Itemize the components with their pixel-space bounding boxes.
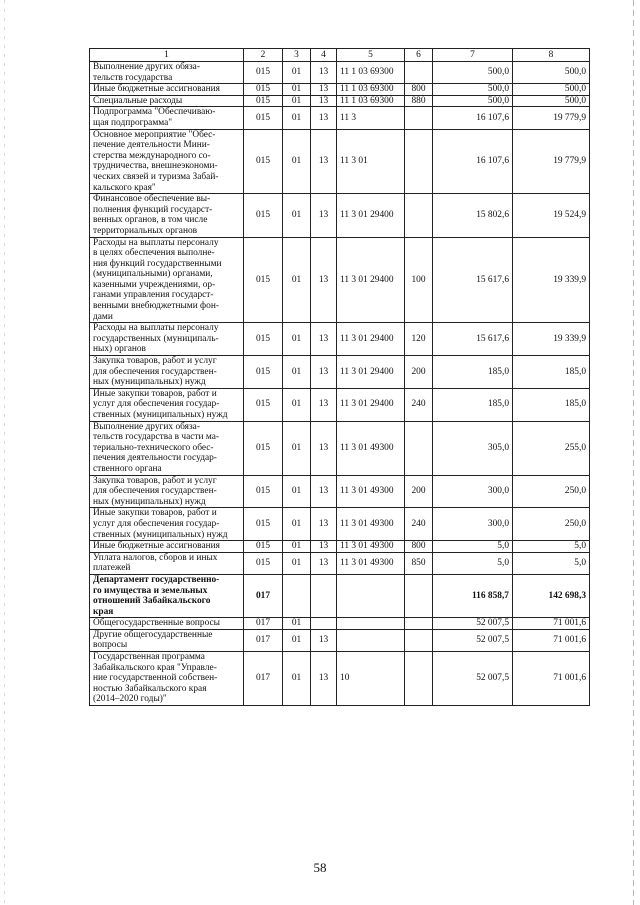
expense-type-cell: 240 <box>405 388 433 421</box>
target-article-cell: 11 3 01 29400 <box>337 237 405 323</box>
target-article-cell: 11 3 01 49300 <box>337 541 405 553</box>
expense-type-cell: 240 <box>405 508 433 541</box>
item-name-cell: Иные закупки товаров, работ и услуг для обеспечения государ- ственных (муниципальных) нужд <box>90 508 244 541</box>
table-row <box>90 652 590 706</box>
amount-col8-cell: 19 524,9 <box>513 194 590 237</box>
subsection-cell: 13 <box>311 95 337 107</box>
table-row <box>90 618 590 630</box>
page-number: 58 <box>313 860 327 875</box>
item-name-cell: Выполнение других обяза- тельств государства в части ма- териально-технического обес- печения деятельности государ- ственного органа <box>90 421 244 475</box>
table-row <box>90 237 590 323</box>
amount-col8-cell: 255,0 <box>513 421 590 475</box>
header-cell: 8 <box>513 49 590 62</box>
item-name-cell: Специальные расходы <box>90 95 244 107</box>
subsection-cell: 13 <box>311 237 337 323</box>
subsection-cell: 13 <box>311 323 337 356</box>
expense-type-cell: 120 <box>405 323 433 356</box>
amount-col8-cell: 250,0 <box>513 475 590 508</box>
table-row <box>90 107 590 129</box>
subsection-cell: 13 <box>311 508 337 541</box>
section-cell: 01 <box>283 541 311 553</box>
table-row <box>90 356 590 389</box>
section-cell: 01 <box>283 84 311 96</box>
section-cell: 01 <box>283 323 311 356</box>
amount-col7-cell: 300,0 <box>433 508 513 541</box>
section-cell: 01 <box>283 356 311 389</box>
admin-code-cell: 017 <box>244 574 283 617</box>
table-row <box>90 508 590 541</box>
expense-type-cell <box>405 107 433 129</box>
section-cell: 01 <box>283 508 311 541</box>
amount-col8-cell: 71 001,6 <box>513 629 590 651</box>
scan-edge-right <box>633 0 634 905</box>
amount-col7-cell: 500,0 <box>433 95 513 107</box>
section-cell: 01 <box>283 475 311 508</box>
subsection-cell: 13 <box>311 652 337 706</box>
amount-col8-cell: 5,0 <box>513 541 590 553</box>
target-article-cell: 11 1 03 69300 <box>337 84 405 96</box>
item-name-cell: Выполнение других обяза- тельств государства <box>90 62 244 84</box>
header-cell: 2 <box>244 49 283 62</box>
amount-col8-cell: 500,0 <box>513 84 590 96</box>
target-article-cell: 11 3 01 49300 <box>337 421 405 475</box>
section-cell: 01 <box>283 95 311 107</box>
amount-col7-cell: 185,0 <box>433 356 513 389</box>
amount-col7-cell: 5,0 <box>433 541 513 553</box>
target-article-cell: 10 <box>337 652 405 706</box>
header-row <box>90 49 590 62</box>
section-cell: 01 <box>283 652 311 706</box>
target-article-cell: 11 1 03 69300 <box>337 62 405 84</box>
item-name-cell: Иные бюджетные ассигнования <box>90 541 244 553</box>
amount-col8-cell: 5,0 <box>513 552 590 574</box>
target-article-cell <box>337 574 405 617</box>
target-article-cell <box>337 618 405 630</box>
section-cell: 01 <box>283 62 311 84</box>
item-name-cell: Государственная программа Забайкальского края "Управле- ние государственной собствен- ностью Забайкальского края (2014–2020 годы)" <box>90 652 244 706</box>
item-name-cell: Закупка товаров, работ и услуг для обеспечения государствен- ных (муниципальных) нужд <box>90 475 244 508</box>
amount-col7-cell: 15 617,6 <box>433 237 513 323</box>
subsection-cell: 13 <box>311 541 337 553</box>
admin-code-cell: 015 <box>244 541 283 553</box>
admin-code-cell: 015 <box>244 62 283 84</box>
table-row <box>90 541 590 553</box>
expense-type-cell: 200 <box>405 356 433 389</box>
item-name-cell: Иные закупки товаров, работ и услуг для обеспечения государ- ственных (муниципальных) нужд <box>90 388 244 421</box>
item-name-cell: Закупка товаров, работ и услуг для обеспечения государствен- ных (муниципальных) нужд <box>90 356 244 389</box>
target-article-cell: 11 3 01 29400 <box>337 356 405 389</box>
target-article-cell: 11 3 01 49300 <box>337 552 405 574</box>
header-cell: 5 <box>337 49 405 62</box>
table-row <box>90 574 590 617</box>
section-cell <box>283 574 311 617</box>
amount-col8-cell: 71 001,6 <box>513 652 590 706</box>
amount-col8-cell: 250,0 <box>513 508 590 541</box>
item-name-cell: Основное мероприятие "Обес- печение деятельности Мини- стерства международного со- трудничества, внешнеэкономи- ческих связей и туризма Забай- кальского края" <box>90 129 244 194</box>
admin-code-cell: 015 <box>244 129 283 194</box>
section-cell: 01 <box>283 388 311 421</box>
amount-col8-cell: 71 001,6 <box>513 618 590 630</box>
item-name-cell: Департамент государственно- го имущества и земельных отношений Забайкальского края <box>90 574 244 617</box>
amount-col8-cell: 185,0 <box>513 388 590 421</box>
expense-type-cell <box>405 652 433 706</box>
section-cell: 01 <box>283 421 311 475</box>
admin-code-cell: 015 <box>244 552 283 574</box>
amount-col8-cell: 19 339,9 <box>513 323 590 356</box>
amount-col7-cell: 500,0 <box>433 84 513 96</box>
section-cell: 01 <box>283 107 311 129</box>
amount-col7-cell: 5,0 <box>433 552 513 574</box>
expense-type-cell <box>405 129 433 194</box>
admin-code-cell: 015 <box>244 95 283 107</box>
admin-code-cell: 015 <box>244 508 283 541</box>
subsection-cell <box>311 618 337 630</box>
amount-col8-cell: 500,0 <box>513 95 590 107</box>
expense-type-cell <box>405 629 433 651</box>
table-row <box>90 84 590 96</box>
target-article-cell: 11 3 01 29400 <box>337 388 405 421</box>
subsection-cell: 13 <box>311 629 337 651</box>
target-article-cell: 11 3 01 49300 <box>337 508 405 541</box>
admin-code-cell: 015 <box>244 84 283 96</box>
table-body <box>90 62 590 706</box>
target-article-cell <box>337 629 405 651</box>
amount-col7-cell: 305,0 <box>433 421 513 475</box>
expense-type-cell: 800 <box>405 541 433 553</box>
admin-code-cell: 015 <box>244 323 283 356</box>
item-name-cell: Иные бюджетные ассигнования <box>90 84 244 96</box>
subsection-cell <box>311 574 337 617</box>
section-cell: 01 <box>283 618 311 630</box>
target-article-cell: 11 1 03 69300 <box>337 95 405 107</box>
amount-col7-cell: 185,0 <box>433 388 513 421</box>
expense-type-cell: 100 <box>405 237 433 323</box>
admin-code-cell: 017 <box>244 618 283 630</box>
section-cell: 01 <box>283 552 311 574</box>
amount-col7-cell: 116 858,7 <box>433 574 513 617</box>
table-row <box>90 552 590 574</box>
subsection-cell: 13 <box>311 388 337 421</box>
target-article-cell: 11 3 <box>337 107 405 129</box>
item-name-cell: Уплата налогов, сборов и иных платежей <box>90 552 244 574</box>
amount-col8-cell: 185,0 <box>513 356 590 389</box>
target-article-cell: 11 3 01 49300 <box>337 475 405 508</box>
subsection-cell: 13 <box>311 84 337 96</box>
scan-edge-left <box>4 0 5 905</box>
item-name-cell: Другие общегосударственные вопросы <box>90 629 244 651</box>
amount-col7-cell: 16 107,6 <box>433 107 513 129</box>
target-article-cell: 11 3 01 29400 <box>337 323 405 356</box>
table-row <box>90 194 590 237</box>
admin-code-cell: 017 <box>244 629 283 651</box>
amount-col8-cell: 142 698,3 <box>513 574 590 617</box>
table-row <box>90 95 590 107</box>
item-name-cell: Расходы на выплаты персоналу государственных (муниципаль- ных) органов <box>90 323 244 356</box>
header-cell: 4 <box>311 49 337 62</box>
subsection-cell: 13 <box>311 356 337 389</box>
expense-type-cell: 200 <box>405 475 433 508</box>
subsection-cell: 13 <box>311 552 337 574</box>
admin-code-cell: 015 <box>244 194 283 237</box>
expense-type-cell: 800 <box>405 84 433 96</box>
header-cell: 3 <box>283 49 311 62</box>
expense-type-cell <box>405 62 433 84</box>
amount-col7-cell: 52 007,5 <box>433 618 513 630</box>
amount-col7-cell: 300,0 <box>433 475 513 508</box>
amount-col8-cell: 500,0 <box>513 62 590 84</box>
amount-col7-cell: 52 007,5 <box>433 652 513 706</box>
admin-code-cell: 015 <box>244 107 283 129</box>
subsection-cell: 13 <box>311 129 337 194</box>
expense-type-cell <box>405 421 433 475</box>
table-row <box>90 323 590 356</box>
admin-code-cell: 017 <box>244 652 283 706</box>
section-cell: 01 <box>283 629 311 651</box>
admin-code-cell: 015 <box>244 356 283 389</box>
section-cell: 01 <box>283 237 311 323</box>
subsection-cell: 13 <box>311 62 337 84</box>
header-cell: 1 <box>90 49 244 62</box>
table-row <box>90 388 590 421</box>
amount-col8-cell: 19 779,9 <box>513 107 590 129</box>
amount-col7-cell: 15 617,6 <box>433 323 513 356</box>
expense-type-cell <box>405 194 433 237</box>
subsection-cell: 13 <box>311 107 337 129</box>
table-row <box>90 421 590 475</box>
expense-type-cell: 880 <box>405 95 433 107</box>
expense-type-cell <box>405 574 433 617</box>
subsection-cell: 13 <box>311 421 337 475</box>
amount-col7-cell: 52 007,5 <box>433 629 513 651</box>
table-row <box>90 129 590 194</box>
expense-type-cell <box>405 618 433 630</box>
subsection-cell: 13 <box>311 194 337 237</box>
item-name-cell: Общегосударственные вопросы <box>90 618 244 630</box>
item-name-cell: Финансовое обеспечение вы- полнения функций государст- венных органов, в том числе территориальных органов <box>90 194 244 237</box>
table-row <box>90 629 590 651</box>
section-cell: 01 <box>283 129 311 194</box>
budget-table <box>89 48 590 706</box>
target-article-cell: 11 3 01 <box>337 129 405 194</box>
table-row <box>90 475 590 508</box>
amount-col7-cell: 16 107,6 <box>433 129 513 194</box>
amount-col7-cell: 500,0 <box>433 62 513 84</box>
expense-type-cell: 850 <box>405 552 433 574</box>
amount-col8-cell: 19 339,9 <box>513 237 590 323</box>
header-cell: 7 <box>433 49 513 62</box>
amount-col7-cell: 15 802,6 <box>433 194 513 237</box>
admin-code-cell: 015 <box>244 475 283 508</box>
admin-code-cell: 015 <box>244 237 283 323</box>
item-name-cell: Расходы на выплаты персоналу в целях обеспечения выполне- ния функций государственными (муниципальными) органами, казенными учреждениями, ор- ганами управления государст- венными внебюджетными фон- дами <box>90 237 244 323</box>
header-cell: 6 <box>405 49 433 62</box>
section-cell: 01 <box>283 194 311 237</box>
admin-code-cell: 015 <box>244 388 283 421</box>
subsection-cell: 13 <box>311 475 337 508</box>
item-name-cell: Подпрограмма "Обеспечиваю- щая подпрограмма" <box>90 107 244 129</box>
admin-code-cell: 015 <box>244 421 283 475</box>
amount-col8-cell: 19 779,9 <box>513 129 590 194</box>
table-row <box>90 62 590 84</box>
target-article-cell: 11 3 01 29400 <box>337 194 405 237</box>
